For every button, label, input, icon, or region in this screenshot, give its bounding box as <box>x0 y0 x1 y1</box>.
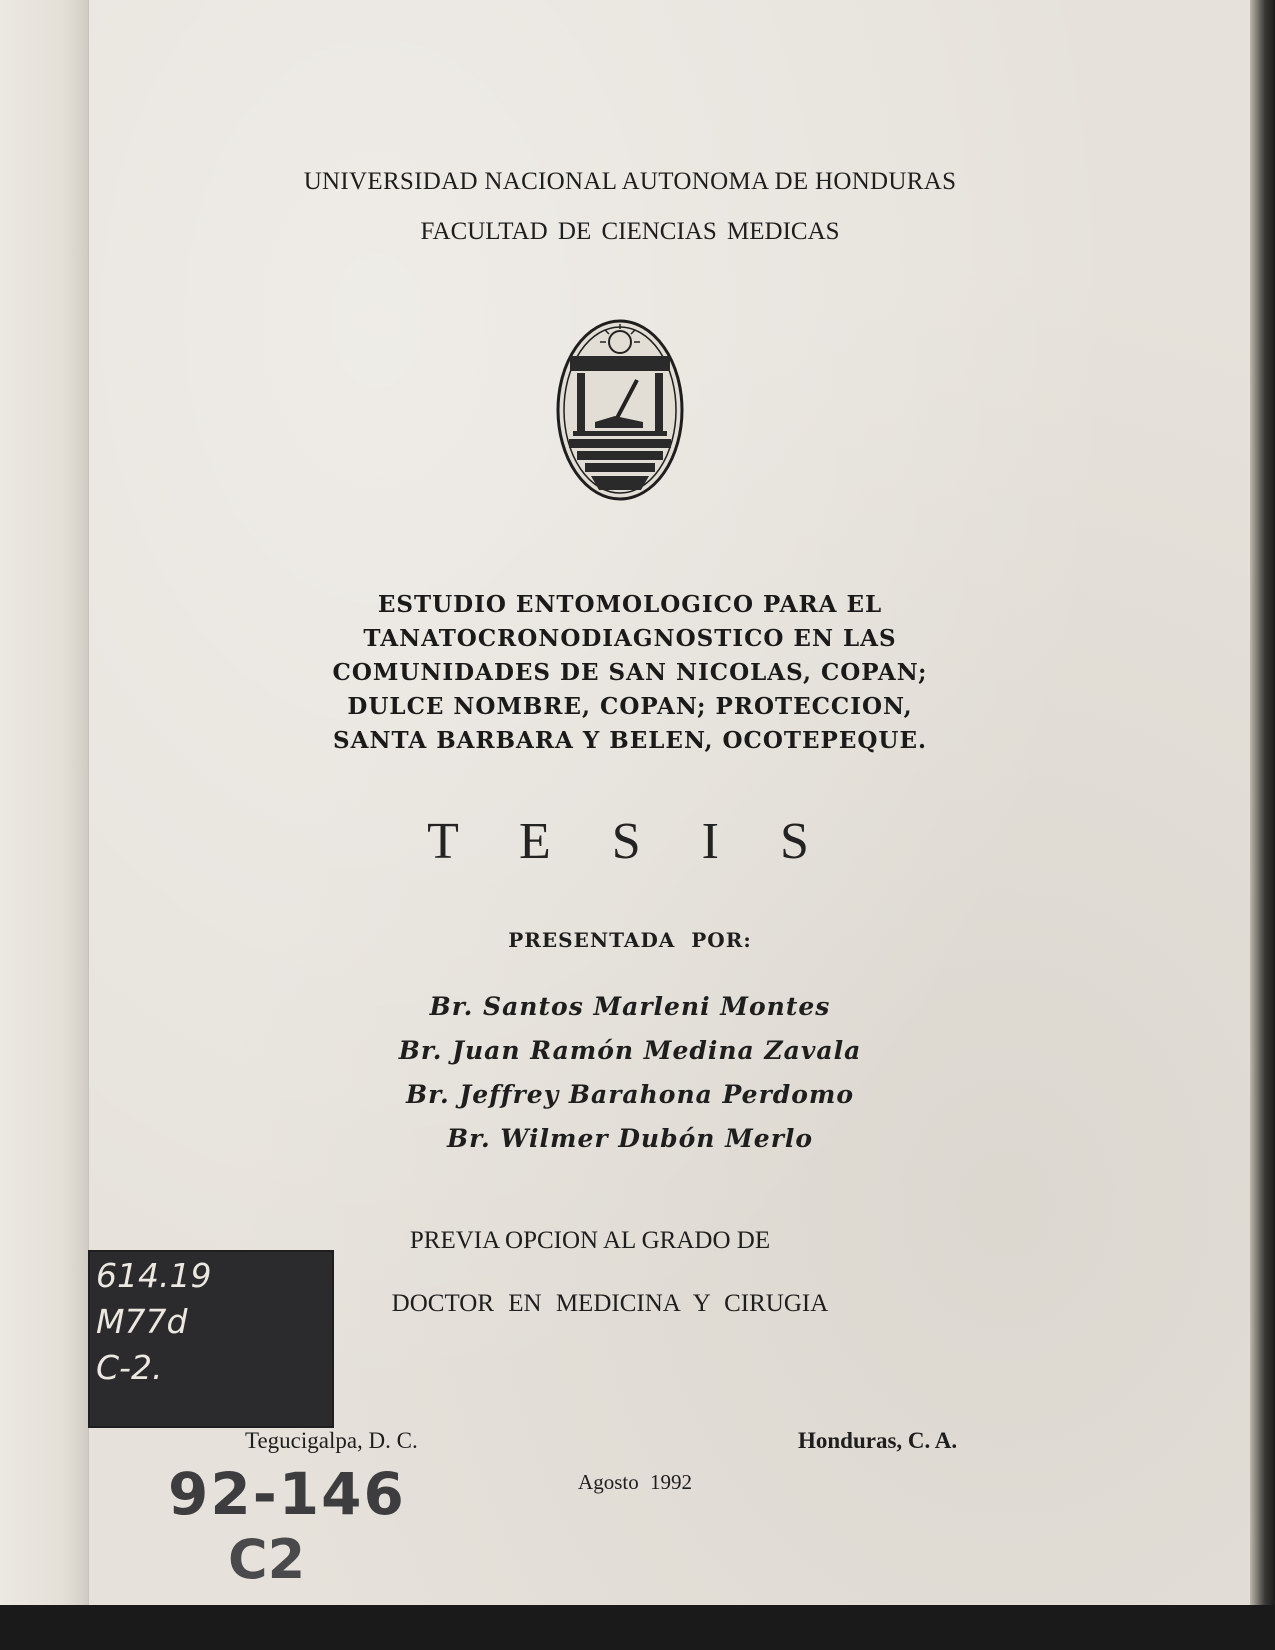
author-name: Br. Juan Ramón Medina Zavala <box>398 1036 862 1065</box>
copy-number: C2 <box>228 1528 306 1591</box>
call-number-line: 614.19 <box>96 1256 212 1295</box>
author-name: Br. Santos Marleni Montes <box>429 992 831 1021</box>
scan-bottom-border <box>0 1605 1275 1650</box>
city-label: Tegucigalpa, D. C. <box>245 1428 418 1453</box>
author-name: Br. Jeffrey Barahona Perdomo <box>405 1080 855 1109</box>
binding-spine <box>0 0 89 1605</box>
country-label: Honduras, C. A. <box>798 1428 958 1453</box>
date-label: Agosto 1992 <box>578 1470 692 1494</box>
call-number-line: M77d <box>96 1302 188 1341</box>
title-line: DULCE NOMBRE, COPAN; PROTECCION, <box>347 693 913 720</box>
degree-line-1: PREVIA OPCION AL GRADO DE <box>409 1227 771 1254</box>
university-seal <box>555 318 685 503</box>
thesis-title <box>230 588 1030 758</box>
call-number-line: C-2. <box>96 1348 163 1387</box>
title-line: ESTUDIO ENTOMOLOGICO PARA EL <box>377 591 883 618</box>
cover-right-edge <box>1250 0 1275 1605</box>
degree-line-2: DOCTOR EN MEDICINA Y CIRUGIA <box>391 1290 829 1317</box>
title-line: COMUNIDADES DE SAN NICOLAS, COPAN; <box>332 659 928 686</box>
library-call-number-label <box>88 1250 334 1428</box>
title-line: SANTA BARBARA Y BELEN, OCOTEPEQUE. <box>333 727 927 754</box>
author-list <box>330 985 930 1161</box>
university-name: UNIVERSIDAD NACIONAL AUTONOMA DE HONDURAS <box>303 168 957 195</box>
author-name: Br. Wilmer Dubón Merlo <box>446 1124 814 1153</box>
faculty-name: FACULTAD DE CIENCIAS MEDICAS <box>420 218 840 245</box>
accession-number: 92-146 <box>168 1460 406 1528</box>
presented-by-label: PRESENTADA POR: <box>508 928 752 952</box>
document-type: T E S I S <box>427 813 833 870</box>
title-line: TANATOCRONODIAGNOSTICO EN LAS <box>363 625 897 652</box>
